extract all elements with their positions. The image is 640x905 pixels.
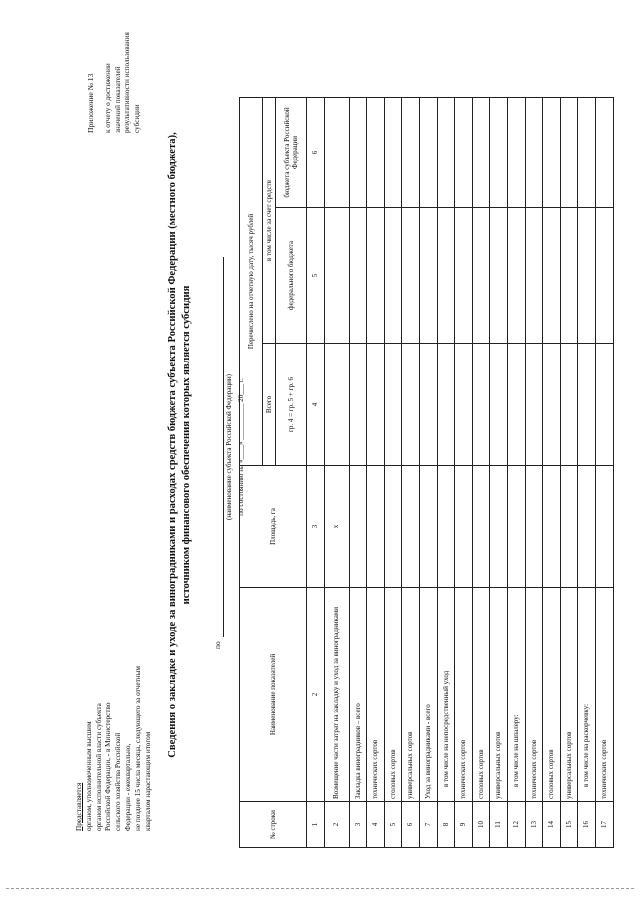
title-line-2: источником финансового обеспечения которых является субсидия <box>181 285 192 605</box>
header-row-number: № строки <box>240 802 307 848</box>
table-row <box>595 97 613 847</box>
area-cell <box>437 466 455 588</box>
total-cell <box>324 344 349 466</box>
indicator-name: универсальных сортов <box>560 588 578 802</box>
annex-block <box>86 5 142 133</box>
total-cell <box>349 344 367 466</box>
federal-cell <box>560 208 578 344</box>
annex-line: значений показателей <box>113 66 122 133</box>
row-number: 5 <box>384 802 402 848</box>
federal-cell <box>367 208 385 344</box>
rotated-page <box>20 5 620 885</box>
table-row <box>543 97 561 847</box>
indicator-name: Уход за виноградниками - всего <box>419 588 437 802</box>
indicator-name: универсальных сортов <box>490 588 508 802</box>
federal-cell <box>595 208 613 344</box>
table-row <box>437 97 455 847</box>
indicator-name: технических сортов <box>455 588 473 802</box>
area-cell <box>419 466 437 588</box>
area-cell: х <box>324 466 349 588</box>
submission-note <box>75 601 153 831</box>
federal-cell <box>349 208 367 344</box>
header-transferred: Перечислено на отчетную дату, тысяч рублей <box>240 97 263 465</box>
column-number-row <box>307 97 325 847</box>
indicator-name: столовых сортов <box>384 588 402 802</box>
indicator-name: в том числе на непосредственный уход <box>437 588 455 802</box>
title-line-1: Сведения о закладке и уходе за виноградниками и расходах средств бюджета субъекта Российской Федерации (местного бюджета), <box>167 132 178 758</box>
row-number: 13 <box>525 802 543 848</box>
submission-heading: Представляется <box>75 782 83 831</box>
table-row <box>384 97 402 847</box>
total-cell <box>384 344 402 466</box>
area-cell <box>507 466 525 588</box>
table-row <box>349 97 367 847</box>
indicator-name: в том числе на шпалеру: <box>507 588 525 802</box>
annex-line: к отчету о достижении <box>104 63 112 133</box>
regional-cell <box>595 97 613 207</box>
regional-cell <box>402 97 420 207</box>
subject-name-field[interactable] <box>213 257 224 649</box>
federal-cell <box>507 208 525 344</box>
total-cell <box>595 344 613 466</box>
row-number: 12 <box>507 802 525 848</box>
page-bottom-rule <box>6 888 634 889</box>
row-number: 3 <box>349 802 367 848</box>
total-cell <box>472 344 490 466</box>
row-number: 8 <box>437 802 455 848</box>
total-cell <box>543 344 561 466</box>
federal-cell <box>543 208 561 344</box>
total-cell <box>419 344 437 466</box>
submission-line: не позднее 15 числа месяца, следующего за отчетным <box>133 666 142 831</box>
total-cell <box>525 344 543 466</box>
total-cell <box>455 344 473 466</box>
federal-cell <box>384 208 402 344</box>
row-number: 17 <box>595 802 613 848</box>
area-cell <box>490 466 508 588</box>
table-row <box>419 97 437 847</box>
regional-cell <box>367 97 385 207</box>
column-number: 1 <box>307 802 325 848</box>
regional-cell <box>455 97 473 207</box>
table-row <box>507 97 525 847</box>
header-area: Площадь, га <box>240 466 307 588</box>
area-cell <box>402 466 420 588</box>
regional-cell <box>472 97 490 207</box>
regional-cell <box>437 97 455 207</box>
table-row <box>578 97 596 847</box>
total-cell <box>560 344 578 466</box>
total-cell <box>402 344 420 466</box>
submission-line: органом, уполномоченным высшим <box>84 721 93 831</box>
table-row <box>560 97 578 847</box>
annex-number: Приложение № 13 <box>86 73 95 133</box>
table-row <box>472 97 490 847</box>
submission-line: Федерации - ежеквартально, <box>123 743 132 831</box>
table-row <box>525 97 543 847</box>
submission-line: Российской Федерации, - в Министерство <box>104 702 113 831</box>
submission-line: сельского хозяйства Российской <box>114 732 123 831</box>
federal-cell <box>455 208 473 344</box>
header-regional: бюджета субъекта Российской Федерации <box>276 97 307 207</box>
federal-cell <box>525 208 543 344</box>
regional-cell <box>349 97 367 207</box>
subject-prefix: по <box>213 641 222 649</box>
indicator-name: технических сортов <box>367 588 385 802</box>
area-cell <box>595 466 613 588</box>
report-table <box>239 97 614 848</box>
regional-cell <box>419 97 437 207</box>
as-of-date: по состоянию на «____» __________ 20___ г. <box>237 378 245 516</box>
area-cell <box>384 466 402 588</box>
indicator-name: Закладка виноградников – всего <box>349 588 367 802</box>
regional-cell <box>507 97 525 207</box>
regional-cell <box>324 97 349 207</box>
header-including: в том числе за счет средств <box>263 97 276 343</box>
total-cell <box>578 344 596 466</box>
row-number: 9 <box>455 802 473 848</box>
column-number: 5 <box>307 208 325 344</box>
regional-cell <box>384 97 402 207</box>
column-number: 4 <box>307 344 325 466</box>
row-number: 14 <box>543 802 561 848</box>
header-indicator: Наименование показателей <box>240 588 307 802</box>
regional-cell <box>525 97 543 207</box>
column-number: 6 <box>307 97 325 207</box>
row-number: 4 <box>367 802 385 848</box>
federal-cell <box>419 208 437 344</box>
indicator-name: столовых сортов <box>543 588 561 802</box>
header-total: Всего <box>263 344 276 466</box>
row-number: 6 <box>402 802 420 848</box>
annex-line: субсидии <box>132 104 141 133</box>
indicator-name: столовых сортов <box>472 588 490 802</box>
indicator-name: универсальных сортов <box>402 588 420 802</box>
total-cell <box>367 344 385 466</box>
column-number: 3 <box>307 466 325 588</box>
area-cell <box>543 466 561 588</box>
indicator-name: технических сортов <box>595 588 613 802</box>
federal-cell <box>490 208 508 344</box>
regional-cell <box>578 97 596 207</box>
area-cell <box>472 466 490 588</box>
regional-cell <box>543 97 561 207</box>
table-row <box>490 97 508 847</box>
table-row <box>402 97 420 847</box>
area-cell <box>560 466 578 588</box>
total-cell <box>507 344 525 466</box>
total-cell <box>437 344 455 466</box>
row-number: 10 <box>472 802 490 848</box>
submission-line: органом исполнительной власти субъекта <box>94 703 103 831</box>
area-cell <box>349 466 367 588</box>
table-row <box>367 97 385 847</box>
table-row <box>455 97 473 847</box>
regional-cell <box>490 97 508 207</box>
annex-line: результативности использования <box>123 32 132 133</box>
federal-cell <box>472 208 490 344</box>
row-number: 2 <box>324 802 349 848</box>
regional-cell <box>560 97 578 207</box>
area-cell <box>367 466 385 588</box>
area-cell <box>455 466 473 588</box>
document-title <box>166 45 194 845</box>
row-number: 16 <box>578 802 596 848</box>
row-number: 11 <box>490 802 508 848</box>
federal-cell <box>324 208 349 344</box>
header-formula: гр. 4 = гр. 5 + гр. 6 <box>276 344 307 466</box>
table-row <box>324 97 349 847</box>
subject-caption: (наименование субъекта Российской Федерации) <box>225 374 233 520</box>
total-cell <box>490 344 508 466</box>
submission-line: кварталом нарастающим итогом <box>143 731 152 831</box>
indicator-name: технических сортов <box>525 588 543 802</box>
federal-cell <box>437 208 455 344</box>
area-cell <box>525 466 543 588</box>
federal-cell <box>402 208 420 344</box>
header-federal: федерального бюджета <box>276 208 307 344</box>
row-number: 15 <box>560 802 578 848</box>
indicator-name: Возмещение части затрат на закладку и уход за виноградниками <box>324 588 349 802</box>
federal-cell <box>578 208 596 344</box>
area-cell <box>578 466 596 588</box>
column-number: 2 <box>307 588 325 802</box>
row-number: 7 <box>419 802 437 848</box>
indicator-name: в том числе на раскорчевку: <box>578 588 596 802</box>
